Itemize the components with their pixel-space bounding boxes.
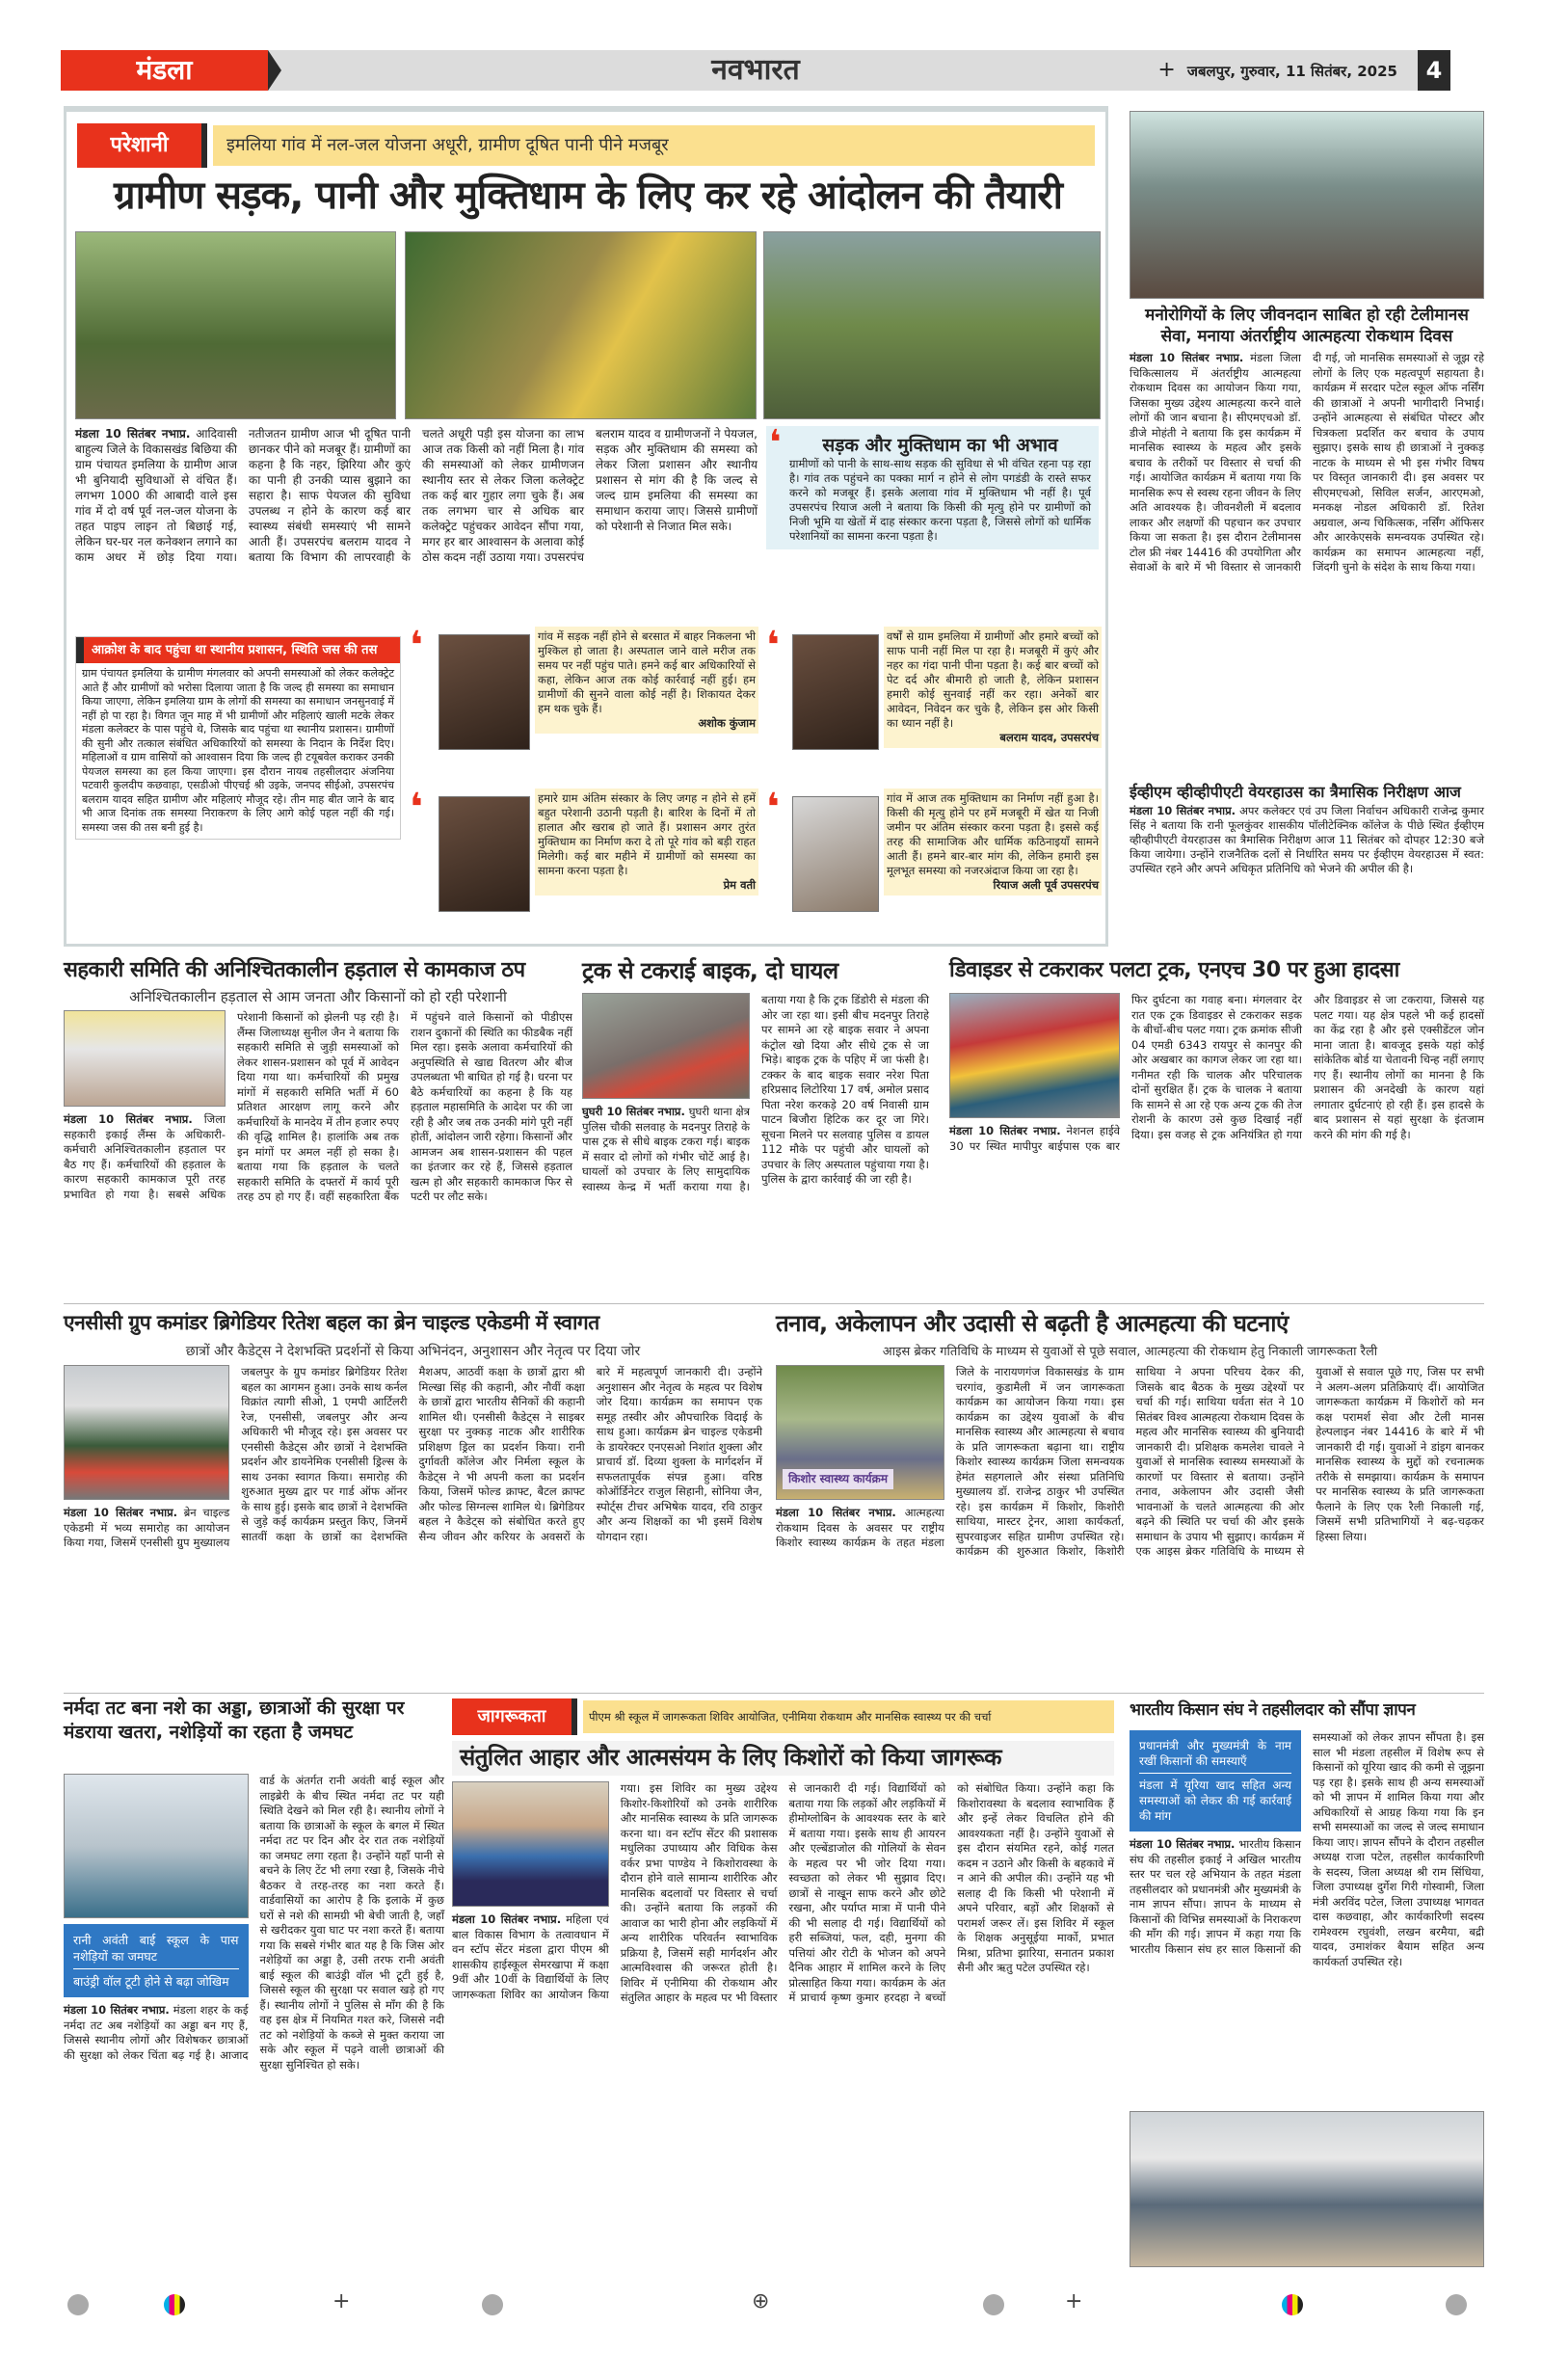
edition-date	[1157, 50, 1397, 92]
page-number: 4	[1418, 50, 1450, 91]
photo-telemanas-event	[1130, 111, 1484, 299]
side-box-title: सड़क और मुक्तिधाम का भी अभाव	[822, 435, 1058, 456]
evm-headline: ईव्हीएम व्हीव्हीपीएटी वेयरहाउस का त्रैमासिक निरीक्षण आज	[1130, 783, 1461, 801]
strike-subheadline: अनिश्चितकालीन हड़ताल से आम जनता और किसानों को हो रही परेशानी	[129, 988, 507, 1005]
masthead: नवभारत	[711, 53, 800, 87]
quote-icon: ❛	[766, 624, 780, 668]
lead-box	[75, 636, 401, 840]
portrait-riyaz	[792, 796, 879, 912]
registration-mark-icon	[67, 2294, 89, 2315]
quote-icon: ❛	[769, 423, 782, 463]
ncc-headline: एनसीसी ग्रुप कमांडर ब्रिगेडियर रितेश बहल का ब्रेन चाइल्ड एकेडमी में स्वागत	[64, 1311, 599, 1334]
body-text: आदिवासी बाहुल्य जिले के विकासखंड बिछिया की ग्राम पंचायत इमलिया के ग्रामीण आज भी बुनियादी सुविधाओं से वंचित हैं। लगभग 1000 की आबादी वाले इस गांव में दो वर्ष पूर्व नल-जल योजना के तहत पाइप लाइन तो बिछाई गई, लेकिन घर-घर नल कनेक्शन लगाने का काम अधर में छोड़ दिया गया। नतीजतन ग्रामीण आज भी दूषित पानी छानकर पीने को मजबूर हैं। ग्रामीणों का कहना है कि नहर, झिरिया और कुएं का पानी ही उनकी प्यास बुझाने का सहारा है। साफ पेयजल की सुविधा उपलब्ध न होने के कारण कई बार स्वास्थ्य संबंधी समस्याएं भी सामने आती हैं। उपसरपंच बलराम यादव ने बताया कि विभाग की लापरवाही के चलते अधूरी पड़ी इस योजना का लाभ आज तक किसी को नहीं मिला है। गांव की समस्याओं को लेकर ग्रामीणजन स्थानीय स्तर से लेकर जिला कलेक्ट्रेट तक कई बार गुहार लगा चुके हैं। अब तक लगभग चार से अधिक बार कलेक्ट्रेट पहुंचकर आवेदन सौंपा गया, मगर हर बार आश्वासन के अलावा कोई ठोस कदम नहीं उठाया गया। उपसरपंच बलराम यादव व ग्रामीणजनों ने पेयजल, सड़क और मुक्तिधाम की समस्या को लेकर जिला प्रशासन और स्थानीय प्रशासन से मांग की है कि जल्द से जल्द ग्राम इमलिया की समस्या का समाधान कराया जाए। जिससे ग्रामीणों को परेशानी से निजात मिल सके।	[75, 427, 758, 564]
lead-kicker: इमलिया गांव में नल-जल योजना अधूरी, ग्रामीण दूषित पानी पीने मजबूर	[213, 125, 1095, 166]
truck-body	[949, 993, 1484, 1154]
quote-author: रियाज अली पूर्व उपसरपंच	[993, 878, 1099, 892]
registration-mark-icon	[482, 2294, 503, 2315]
quote-author: प्रेम वती	[723, 878, 756, 892]
body-text: आत्महत्या रोकथाम दिवस के अवसर पर राष्ट्रीय किशोर स्वास्थ्य कार्यक्रम के तहत मंडला जिले के नारायणगंज विकासखंड के ग्राम चरगांव, कुडामैली में जन जागरूकता कार्यक्रम का आयोजन किया गया। इस कार्यक्रम का उद्देश्य युवाओं के बीच मानसिक स्वास्थ्य और आत्महत्या से बचाव के प्रति जागरूकता बढ़ाना था। राष्ट्रीय किशोर स्वास्थ्य कार्यक्रम जिला समन्वयक हेमंत सहगलाले और संस्था प्रतिनिधि मुख्यालय डॉ. राजेन्द्र ठाकुर भी उपस्थित रहे। इस कार्यक्रम में किशोर, किशोरी साथिया, मास्टर ट्रेनर, आशा कार्यकर्ता, सुपरवाइजर सहित ग्रामीण उपस्थित रहे। कार्यक्रम की शुरुआत किशोर, किशोरी साथिया ने अपना परिचय देकर की, जिसके बाद बैठक के मुख्य उद्देश्यों पर चर्चा की गई। साथिया धर्वता संत ने 10 सितंबर विश्व आत्महत्या रोकथाम दिवस के महत्व और मानसिक स्वास्थ्य की बुनियादी जानकारी दी। प्रशिक्षक कमलेश चावले ने युवाओं से मानसिक स्वास्थ्य समस्याओं के कारणों पर विस्तार से बताया। उन्होंने तनाव, अकेलापन और उदासी जैसी भावनाओं के चलते आत्महत्या की ओर बढ़ने की स्थिति पर चर्चा की और इसके समाधान के उपाय भी सुझाए। कार्यक्रम में एक आइस ब्रेकर गतिविधि के माध्यम से युवाओं से सवाल पूछे गए, जिस पर सभी ने अलग-अलग प्रतिक्रियाएं दीं। आयोजित जागरूकता कार्यक्रम में किशोरों को मन कक्ष परामर्श सेवा और टेली मानस हेल्पलाइन नंबर 14416 के बारे में भी जानकारी दी गई। युवाओं ने डांइग बानकर मानसिक स्वास्थ्य के मुद्दों को रचनात्मक तरीके से समझाया। कार्यक्रम के समापन पर मानसिक स्वास्थ्य के प्रति जागरूकता फैलाने के लिए एक रैली निकाली गई, जिसमें सभी प्रतिभागियों ने बढ़-चढ़कर हिस्सा लिया।	[776, 1365, 1484, 1558]
page-header	[61, 50, 1450, 91]
crosshair-icon: ⊕	[752, 2289, 770, 2313]
narmada-headline: नर्मदा तट बना नशे का अड्डा, छात्राओं की सुरक्षा पर मंडराया खतरा, नशेड़ियों का रहता है जमघट	[64, 1698, 405, 1743]
photo-students-camp	[452, 1781, 609, 1907]
dateline: मंडला 10 सितंबर नभाप्र.	[949, 1124, 1061, 1137]
section-arrow-icon	[268, 50, 281, 91]
date-text: जबलपुर, गुरुवार, 11 सितंबर, 2025	[1186, 63, 1397, 80]
truck-headline: डिवाइडर से टकराकर पलटा ट्रक, एनएच 30 पर हुआ हादसा	[949, 958, 1399, 982]
quote-text: गांव में आज तक मुक्तिधाम का निर्माण नहीं हुआ है। किसी की मृत्यु होने पर हमें मजबूरी में खेत या निजी जमीन पर अंतिम संस्कार करना पड़ता है। इससे कई तरह की सामाजिक और धार्मिक कठिनाइयाँ सामने आती हैं। हमने बार-बार मांग की, लेकिन हमारी इस मूलभूत समस्या को नजरअंदाज किया जा रहा है।	[887, 791, 1099, 877]
telemanas-body	[1130, 351, 1484, 575]
ncc-body	[64, 1365, 762, 1551]
telemanas-headline: मनोरोगियों के लिए जीवनदान साबित हो रही टेलीमानस सेवा, मनाया अंतर्राष्ट्रीय आत्महत्या रोकथाम दिवस	[1145, 306, 1469, 346]
quote-4	[884, 789, 1102, 896]
suicide-subheadline: आइस ब्रेकर गतिविधि के माध्यम से युवाओं से पूछे सवाल, आत्महत्या की रोकथाम हेतु निकाली जागरूकता रैली	[882, 1345, 1378, 1359]
body-text: घुघरी थाना क्षेत्र पुलिस चौकी सलवाह के मदनपुर तिराहे के पास ट्रक से सीधे बाइक टकरा गई। बाइक में सवार दो लोगों को गंभीर चोटें आई है। घायलों को उपचार के लिए सामुदायिक स्वास्थ्य केन्द्र में भर्ती कराया गया है। बताया गया है कि ट्रक डिंडोरी से मंडला की ओर जा रहा था। इसी बीच मदनपुर तिराहे पर सामने आ रहे बाइक सवार ने अपना कंट्रोल खो दिया और सीधे ट्रक से जा भिड़े। बाइक ट्रक के पहिए में जा फंसी है। टक्कर के बाद बाइक सवार नरेश पिता हरिप्रसाद लिटोरिया 17 वर्ष, अमोल प्रसाद पिता नरेश करकड़े 20 वर्ष निवासी ग्राम पाटन बिजौरा हिटिक कर दूर जा गिरे। सूचना मिलने पर सलवाह पुलिस व डायल 112 मौके पर पहुंची और घायलों को उपचार के लिए अस्पताल पहुंचाया गया है। पुलिस के द्वारा कार्रवाई की जा रही है।	[582, 993, 929, 1193]
quote-text: हमारे ग्राम अंतिम संस्कार के लिए जगह न होने से हमें बहुत परेशानी उठानी पड़ती है। बारिश के दिनों में तो हालात और खराब हो जाते हैं। प्रशासन अगर तुरंत मुक्तिधाम का निर्माण करा दे तो पूरे गांव को बड़ी राहत मिलेगी। कई बार महीने में ग्रामीणों को समस्या का सामना करना पड़ता है।	[538, 791, 756, 877]
color-bar-icon	[164, 2294, 185, 2315]
crosshair-icon: +	[1065, 2289, 1083, 2313]
crosshair-icon: +	[332, 2289, 351, 2313]
suicide-headline: तनाव, अकेलापन और उदासी से बढ़ती है आत्महत्या की घटनाएं	[776, 1310, 1289, 1337]
photo-woman-at-well	[405, 231, 757, 419]
divider	[64, 1303, 1484, 1304]
portrait-premvati	[439, 796, 530, 912]
quote-2	[884, 627, 1102, 748]
section-label: मंडला	[61, 50, 268, 91]
side-box-body: ग्रामीणों को पानी के साथ-साथ सड़क की सुविधा से भी वंचित रहना पड़ रहा है। गांव तक पहुंचने का पक्का मार्ग न होने से लोग पगडंडी के रास्ते सफर करने को मजबूर हैं। इसके अलावा गांव में मुक्तिधाम भी नहीं है। पूर्व उपसरपंच रियाज अली ने बताया कि किसी की मृत्यु होने पर ग्रामीणों को निजी भूमि या खेतों में दाह संस्कार करना पड़ता है, जिससे लोगों को धार्मिक परेशानियों का सामना करना पड़ता है।	[789, 457, 1091, 543]
quote-icon: ❛	[766, 786, 780, 830]
kisan-highlight-box	[1130, 1730, 1301, 1832]
body-text: महिला एवं बाल विकास विभाग के तत्वावधान में वन स्टॉप सेंटर मंडला द्वारा पीएम श्री शासकीय हाईस्कूल सेमरखापा में कक्षा 9वीं और 10वीं के विद्यार्थियों के लिए जागरूकता शिविर का आयोजन किया गया। इस शिविर का मुख्य उद्देश्य किशोर-किशोरियों को उनके शारीरिक और मानसिक स्वास्थ्य के प्रति जागरूक करना था। वन स्टॉप सेंटर की प्रशासक मधुलिका उपाध्याय और विधिक केस वर्कर प्रभा पाण्डेय ने किशोरावस्था के दौरान होने वाले सामान्य शारीरिक और मानसिक बदलावों पर विस्तार से चर्चा की। उन्होंने बताया कि लड़कों की आवाज का भारी होना और लड़कियों में अन्य शारीरिक परिवर्तन स्वाभाविक प्रक्रिया है, जिसमें सही मार्गदर्शन और आत्मविश्वास की जरूरत होती है। शिविर में एनीमिया की रोकथाम और संतुलित आहार के महत्व पर भी विस्तार से जानकारी दी गई। विद्यार्थियों को बताया गया कि लड़कों और लड़कियों में हीमोग्लोबिन के आवश्यक स्तर के बारे में बताया गया। इसके साथ ही आयरन और एल्बेंडाजोल की गोलियों के सेवन के महत्व पर भी जोर दिया गया। स्वच्छता को लेकर भी सुझाव दिए। छात्रों से नाखून साफ करने और छोटे रखना, और पर्याप्त मात्रा में पानी पीने की भी सलाह दी गई। विद्यार्थियों को हरी सब्जियां, फल, दही, मुनगा की पत्तियां और रोटी के भोजन को अपने दैनिक आहार में शामिल करने के लिए प्रोत्साहित किया गया। कार्यक्रम के अंत में प्राचार्य कृष्ण कुमार हरदहा ने बच्चों को संबोधित किया। उन्होंने कहा कि किशोरावस्था के बदलाव स्वाभाविक हैं और इन्हें लेकर विचलित होने की आवश्यकता नहीं है। उन्होंने युवाओं से इस दौरान संयमित रहने, कोई गलत कदम न उठाने और किसी के बहकावे में न आने की अपील की। उन्होंने यह भी सलाह दी कि किसी भी परेशानी में अपने परिवार, बड़ों और शिक्षकों से परामर्श जरूर लें। इस शिविर में स्कूल के शिक्षक अनुसूईया मार्को, प्रभात मिश्रा, प्रतिभा झारिया, सनातन प्रकाश सैनी और ऋतु पटेल उपस्थित रहे।	[452, 1781, 1114, 2004]
dateline: मंडला 10 सितंबर नभाप्र.	[64, 1112, 193, 1126]
nutrition-body	[452, 1781, 1114, 2006]
body-text: ब्रेन चाइल्ड एकेडमी में भव्य समारोह का आयोजन किया गया, जिसमें एनसीसी ग्रुप मुख्यालय जबलपुर के ग्रुप कमांडर ब्रिगेडियर रितेश बहल का आगमन हुआ। उनके साथ कर्नल विक्रांत त्यागी सीओ, 1 एमपी आर्टिलरी रेज, एनसीसी, जबलपुर और अन्य अधिकारी भी मौजूद रहे। इस अवसर पर एनसीसी कैडेट्स और छात्रों ने देशभक्ति प्रदर्शन और डायनेमिक एनसीसी ड्रिल्स के साथ उनका स्वागत किया। समारोह की शुरुआत मुख्य द्वार पर गार्ड ऑफ ऑनर के साथ हुई। इसके बाद छात्रों ने देशभक्ति से जुड़े कई कार्यक्रम प्रस्तुत किए, जिनमें सातवीं कक्षा के छात्रों का देशभक्ति मैशअप, आठवीं कक्षा के छात्रों द्वारा श्री मिल्खा सिंह की कहानी, और नौवीं कक्षा के छात्रों द्वारा भारतीय सैनिकों की कहानी शामिल थी। एनसीसी कैडेट्स ने साइबर सुरक्षा पर नुक्कड़ नाटक और शारीरिक प्रशिक्षण ड्रिल का प्रदर्शन किया। रानी दुर्गावती कॉलेज और निर्मला स्कूल के कैडेट्स ने भी अपनी कला का प्रदर्शन किया, जिसमें फोल्ड क्राफ्ट, बैटल क्राफ्ट और फोल्ड सिग्नल्स शामिल थे। ब्रिगेडियर बहल ने कैडेट्स को संबोधित करते हुए सैन्य जीवन और करियर के अवसरों के बारे में महत्वपूर्ण जानकारी दी। उन्होंने अनुशासन और नेतृत्व के महत्व पर विशेष जोर दिया। कार्यक्रम का समापन एक समूह तस्वीर और औपचारिक विदाई के साथ हुआ। कार्यक्रम ब्रेन चाइल्ड एकेडमी के डायरेक्टर एनएसओ निशांत शुक्ला और प्राचार्य डॉ. दिव्या शुक्ला के मार्गदर्शन में सफलतापूर्वक संपन्न हुआ। वरिष्ठ कोऑर्डिनेटर राजुल सिहानी, सोनिया जैन, स्पोर्ट्स टीचर अभिषेक यादव, रवि ठाकुर और अन्य शिक्षकों का भी इसमें विशेष योगदान रहा।	[64, 1365, 762, 1549]
highlight-1: प्रधानमंत्री और मुख्यमंत्री के नाम रखीं किसानों की समस्याएँ	[1139, 1739, 1291, 1768]
narmada-highlight-box	[64, 1924, 249, 1997]
lead-tag: परेशानी	[77, 123, 207, 168]
portrait-ashok	[439, 634, 530, 750]
highlight-1: रानी अवंती बाई स्कूल के पास नशेड़ियों का जमघट	[73, 1933, 239, 1964]
kisan-body	[1130, 1730, 1484, 1969]
rally-banner: किशोर स्वास्थ्य कार्यक्रम	[783, 1469, 893, 1490]
dateline: मंडला 10 सितंबर नभाप्र.	[1130, 804, 1236, 817]
dateline: मंडला 10 सितंबर नभाप्र.	[64, 1506, 177, 1519]
registration-mark-icon	[983, 2294, 1004, 2315]
lead-headline: ग्रामीण सड़क, पानी और मुक्तिधाम के लिए कर रहे आंदोलन की तैयारी	[114, 174, 1062, 218]
lead-box-body: ग्राम पंचायत इमलिया के ग्रामीण मंगलवार को अपनी समस्याओं को लेकर कलेक्ट्रेट आते हैं और ग्रामीणों को भरोसा दिलाया जाता है कि जल्द ही समस्या का समाधान किया जाएगा, लेकिन इमलिया ग्राम के लोगों की समस्या का समाधान जनसुनवाई में नहीं हो पा रहा है। विगत जून माह में भी ग्रामीणों और महिलाएं खाली मटके लेकर मंडला कलेक्टर के पास पहुंचे थे, जिसके बाद पहुंचा था स्थानीय प्रशासन। ग्रामीणों की सुनी और तत्काल संबंधित अधिकारियों को समस्या के निदान के निर्देश दिए। महिलाओं व ग्राम वासियों को आश्वासन दिया कि जल्द ही टयूबवेल कराकर उनकी पेयजल समस्या का हल किया जाएगा। इस दौरान नायब तहसीलदार अंजनिया पटवारी कुलदीप कछवाहा, एसडीओ पीएचई श्री उइके, जनपद सीईओ, उपसरपंच बलराम यादव सहित ग्रामीण और महिलाएं मौजूद रहे। तीन माह बीत जाने के बाद भी आज दिनांक तक समस्या निराकरण के लिए आगे कोई पहल नहीं की गई। समस्या जस की तस बनी हुई है।	[82, 667, 394, 834]
portrait-balram	[792, 634, 879, 750]
telemanas-story	[1130, 305, 1484, 575]
side-box	[766, 423, 1099, 549]
quote-author: बलराम यादव, उपसरपंच	[999, 731, 1099, 744]
body-text: नेशनल हाईवे 30 पर स्थित मापीपुर बाईपास एक बार फिर दुर्घटना का गवाह बना। मंगलवार देर रात एक ट्रक डिवाइडर से टकराकर सड़क के बीचों-बीच पलट गया। ट्रक क्रमांक सीजी 04 एमडी 6343 रायपुर से कानपुर की ओर अखबार का कागज लेकर जा रहा था। गनीमत रही कि चालक और परिचालक दोनों सुरक्षित हैं। ट्रक के चालक ने बताया कि सामने से आ रहे एक अन्य ट्रक की तेज रोशनी के कारण उसे कुछ दिखाई नहीं दिया। इस वजह से ट्रक अनियंत्रित हो गया और डिवाइडर से जा टकराया, जिससे यह पलट गया। यह क्षेत्र पहले भी कई हादसों का केंद्र रहा है और इसे एक्सीडेंटल जोन माना जाता है। बावजूद इसके यहां कोई सांकेतिक बोर्ड या चेतावनी चिन्ह नहीं लगाए गए हैं। स्थानीय लोगों का मानना है कि प्रशासन की अनदेखी के कारण यहां लगातार दुर्घटनाएं हो रही हैं। इस हादसे के बाद प्रशासन से यहां सुरक्षा के इंतजाम करने की मांग की गई है।	[949, 993, 1484, 1153]
photo-villagers-protest	[763, 231, 1101, 419]
nutrition-kicker: पीएम श्री स्कूल में जागरूकता शिविर आयोजित, एनीमिया रोकथाम और मानसिक स्वास्थ्य पर की चर्चा	[583, 1700, 1114, 1733]
quote-text: वर्षों से ग्राम इमलिया में ग्रामीणों और हमारे बच्चों को साफ पानी नहीं मिल पा रहा है। मजबूरी में कुएं और नहर का गंदा पानी पीना पड़ता है। कई बार बच्चों को पेट दर्द और बीमारी हो जाती है, लेकिन प्रशासन हमारी कोई सुनवाई नहीं कर रहा। अनेकों बार आवेदन, निवेदन कर चुके है, लेकिन इस ओर किसी का ध्यान नहीं है।	[887, 629, 1099, 730]
photo-awareness-rally	[776, 1365, 944, 1500]
dateline: घुघरी 10 सितंबर नभाप्र.	[582, 1105, 685, 1118]
divider	[64, 1693, 1484, 1694]
suicide-body	[776, 1365, 1484, 1560]
lead-box-title: आक्रोश के बाद पहुंचा था स्थानीय प्रशासन, स्थिति जस की तस	[76, 637, 400, 663]
dateline: मंडला 10 सितंबर नभाप्र.	[1130, 351, 1244, 364]
quote-text: गांव में सड़क नहीं होने से बरसात में बाहर निकलना भी मुश्किल हो जाता है। अस्पताल जाने वाले मरीज तक समय पर नहीं पहुंच पाते। हमने कई बार अधिकारियों से कहा, लेकिन आज तक कोई कार्रवाई नहीं हुई। हम ग्रामीणों की सुनने वाला कोई नहीं है। शिकायत देकर हम थक चुके हैं।	[538, 629, 756, 715]
dateline: मंडला 10 सितंबर नभाप्र.	[1130, 1837, 1236, 1851]
body-text: मंडला शहर के कई नर्मदा तट अब नशेड़ियों का अड्डा बन गए हैं, जिससे स्थानीय लोगों और विशेषकर छात्राओं की सुरक्षा को लेकर चिंता बढ़ गई है। आजाद वार्ड के अंतर्गत रानी अवंती बाई स्कूल और लाइब्रेरी के बीच स्थित नर्मदा तट पर यही स्थिति देखने को मिल रही है। स्थानीय लोगों ने बताया कि छात्राओं के स्कूल के बगल में स्थित नर्मदा तट पर दिन और देर रात तक नशेड़ियों का जमघट लगा रहता है। उन्होंने यहाँ पानी से बचने के लिए टेंट भी लगा रखा है, जिसके नीचे बैठकर वे तरह-तरह का नशा करते हैं। वार्डवासियों का आरोप है कि इलाके में कुछ घरों से नशे की सामग्री भी बेची जाती है, जहाँ से खरीदकर युवा घाट पर नशा करते हैं। बताया गया कि सबसे गंभीर बात यह है कि जिस ओर नशेड़ियों का अड्डा है, उसी तरफ रानी अवंती बाई स्कूल की बाउंड्री वॉल भी टूटी हुई है, जिससे स्कूल की सुरक्षा पर सवाल खड़े हो गए हैं। स्थानीय लोगों ने पुलिस से माँग की है कि वह इस क्षेत्र में नियमित गश्त करे, जिससे नदी तट को नशेड़ियों के कब्जे से मुक्त कराया जा सके और स्कूल में पढ़ने वाली छात्राओं की सुरक्षा सुनिश्चित हो सके।	[64, 1774, 444, 2072]
registration-mark-icon	[1446, 2294, 1467, 2315]
body-text: अपर कलेक्टर एवं उप जिला निर्वाचन अधिकारी राजेन्द्र कुमार सिंह ने बताया कि रानी फूलकुंवर शासकीय पॉलीटेक्निक कॉलेज के पीछे स्थित ईव्हीएम व्हीव्हीपीएटी वेयरहाउस का त्रैमासिक निरीक्षण आज 11 सितंबर को दोपहर 12:30 बजे किया जायेगा। उन्होंने राजनैतिक दलों से निर्धारित समय पर ईव्हीएम वेयरहाउस में स्वत: उपस्थित रहने और अपने अधिकृत प्रतिनिधि को भेजने की अपील की है।	[1130, 804, 1484, 875]
body-text: मंडला जिला चिकित्सालय में अंतर्राष्ट्रीय आत्महत्या रोकथाम दिवस का आयोजन किया गया, जिसका मुख्य उद्देश्य आत्महत्या करने वाले लोगों की जान बचाना है। सीएमएचओ डॉ. डीजे मोहंती ने बताया कि इस कार्यक्रम में मानसिक स्वास्थ्य के महत्व और इसके बचाव के तरीकों पर विस्तार से चर्चा की गई। आयोजित कार्यक्रम में बताया गया कि मानसिक रूप से स्वस्थ रहना जीवन के लिए अति आवश्यक है। जीवनशैली में बदलाव लाकर और लक्षणों की पहचान कर उपचार किया जा सकता है। इस दौरान टेलीमानस टोल फ्री नंबर 14416 की उपयोगिता और सेवाओं के बारे में भी विस्तार से जानकारी दी गई, जो मानसिक समस्याओं से जूझ रहे लोगों के लिए एक महत्वपूर्ण सहायता है। कार्यक्रम में सरदार पटेल स्कूल ऑफ नर्सिंग की छात्राओं ने अपनी भागीदारी निभाई। उन्होंने आत्महत्या से संबंधित पोस्टर और चित्रकला प्रदर्शित कर बचाव के उपाय सुझाए। इसके साथ ही छात्राओं ने नुक्कड़ नाटक के माध्यम से भी इस गंभीर विषय पर विस्तृत जानकारी दी। इस अवसर पर सीएमएचओ, सिविल सर्जन, आरएमओ, मनकक्ष नोडल अधिकारी डॉ. रितेश अग्रवाल, अन्य चिकित्सक, नर्सिंग ऑफिसर और आरकेएसके समन्वयक उपस्थित रहे। कार्यक्रम का समापन आत्महत्या नहीं, जिंदगी चुनो के संदेश के साथ किया गया।	[1130, 351, 1484, 574]
dateline: मंडला 10 सितंबर नभाप्र.	[64, 2003, 170, 2017]
body-text: भारतीय किसान संघ की तहसील इकाई ने अखिल भारतीय स्तर पर चल रहे अभियान के तहत मंडला तहसीलदार को प्रधानमंत्री और मुख्यमंत्री के नाम ज्ञापन सौंपा। ज्ञापन के माध्यम से किसानों की विभिन्न समस्याओं के निराकरण की माँग की गई। ज्ञापन में कहा गया कि भारतीय किसान संघ हर साल किसानों की समस्याओं को लेकर ज्ञापन सौंपता है। इस साल भी मंडला तहसील में विशेष रूप से किसानों को यूरिया खाद की कमी से जूझना पड़ रहा है। इसके साथ ही अन्य समस्याओं को भी ज्ञापन में शामिल किया गया और अधिकारियों से आग्रह किया गया कि इन सभी समस्याओं का जल्द से जल्द समाधान किया जाए। ज्ञापन सौंपने के दौरान तहसील अध्यक्ष राजा पटेल, तहसील कार्यकारिणी के सदस्य, जिला अध्यक्ष श्री राम सिंधिया, जिला उपाध्यक्ष दुर्गेश गिरी गोस्वामी, जिला मंत्री अरविंद पटेल, जिला उपाध्यक्ष भागवत दास कछवाहा, और कार्यकारिणी सदस्य रामेश्वरम रघुवंशी, लखन बरमैया, बद्री यादव, उमाशंकर बैयाम सहित अन्य कार्यकर्ता उपस्थित रहे।	[1130, 1730, 1484, 1968]
photo-children-on-path	[75, 231, 396, 419]
dateline: मंडला 10 सितंबर नभाप्र.	[75, 427, 191, 441]
quote-icon: ❛	[410, 624, 423, 668]
dateline: मंडला 10 सितंबर नभाप्र.	[452, 1912, 562, 1926]
nutrition-headline: संतुलित आहार और आत्मसंयम के लिए किशोरों को किया जागरूक	[452, 1741, 1114, 1776]
narmada-body	[64, 1774, 444, 2072]
evm-body	[1130, 804, 1484, 876]
dateline: मंडला 10 सितंबर नभाप्र.	[776, 1506, 896, 1519]
kisan-headline: भारतीय किसान संघ ने तहसीलदार को सौंपा ज्ञापन	[1130, 1700, 1416, 1720]
evm-story	[1130, 783, 1484, 876]
strike-body	[64, 1010, 572, 1205]
photo-overturned-truck	[949, 993, 1120, 1118]
nutrition-tag: जागरूकता	[452, 1698, 577, 1735]
color-bar-icon	[1282, 2294, 1303, 2315]
highlight-2: मंडला में यूरिया खाद सहित अन्य समस्याओं को लेकर की गई कार्रवाई की मांग	[1139, 1773, 1291, 1824]
photo-strike-workers	[64, 1010, 226, 1107]
photo-narmada-ghat	[64, 1774, 249, 1918]
highlight-2: बाउंड्री वॉल टूटी होने से बढ़ा जोखिम	[73, 1968, 239, 1990]
body-text: जिला सहकारी इकाई लैंम्स के अधिकारी-कर्मचारी अनिश्चितकालीन हड़ताल पर बैठ गए हैं। कर्मचारियों की हड़ताल के कारण सहकारी कामकाज पूरी तरह प्रभावित हो गया है। सबसे अधिक परेशानी किसानों को झेलनी पड़ रही है। लैंम्स जिलाध्यक्ष सुनील जैन ने बताया कि सहकारी समिति से जुड़ी समस्याओं को लेकर शासन-प्रशासन को पूर्व में आवेदन दिया गया था। कर्मचारियों की प्रमुख मांगों में सहकारी समिति भर्ती में 60 प्रतिशत आरक्षण लागू करने और कर्मचारियों के मानदेय में तीन हजार रुपए की वृद्धि शामिल है। हालांकि अब तक इन मांगों पर अमल नहीं हो सका है। बताया गया कि हड़ताल के चलते सहकारी समिति के दफ्तरों में कार्य पूरी तरह ठप हो गए हैं। वहीं सहकारिता बैंक में पहुंचने वाले किसानों को पीडीएस राशन दुकानों की स्थिति का फीडबैक नहीं मिल रहा। इसके अलावा कर्मचारियों की अनुपस्थिति से खाद्य वितरण और बीज उपलब्धता भी बाधित हो गई है। धरना पर बैठे कर्मचारियों का कहना है कि यह हड़ताल महासमिति के आदेश पर की जा रही है और जब तक उनकी मांगे पूरी नहीं होतीं, आंदोलन जारी रहेगा। किसानों और आमजन अब शासन-प्रशासन की पहल का इंतजार कर रहे हैं, जिससे हड़ताल खत्म हो और सहकारी कामकाज फिर से पटरी पर लौट सके।	[64, 1010, 572, 1203]
bike-body	[582, 993, 929, 1194]
quote-author: अशोक कुंजाम	[698, 716, 756, 730]
crosshair-icon: +	[1157, 58, 1176, 82]
photo-kisan-memorandum	[1130, 2111, 1484, 2267]
quote-1	[535, 627, 758, 734]
quote-icon: ❛	[410, 786, 423, 830]
photo-bike-accident	[582, 993, 750, 1099]
bike-headline: ट्रक से टकराई बाइक, दो घायल	[582, 957, 838, 984]
ncc-subheadline: छात्रों और कैडेट्स ने देशभक्ति प्रदर्शनों से किया अभिनंदन, अनुशासन और नेतृत्व पर दिया जोर	[185, 1344, 641, 1359]
lead-body	[75, 426, 758, 565]
quote-3	[535, 789, 758, 896]
photo-ncc-cadets	[64, 1365, 229, 1500]
strike-headline: सहकारी समिति की अनिश्चितकालीन हड़ताल से कामकाज ठप	[64, 958, 525, 982]
